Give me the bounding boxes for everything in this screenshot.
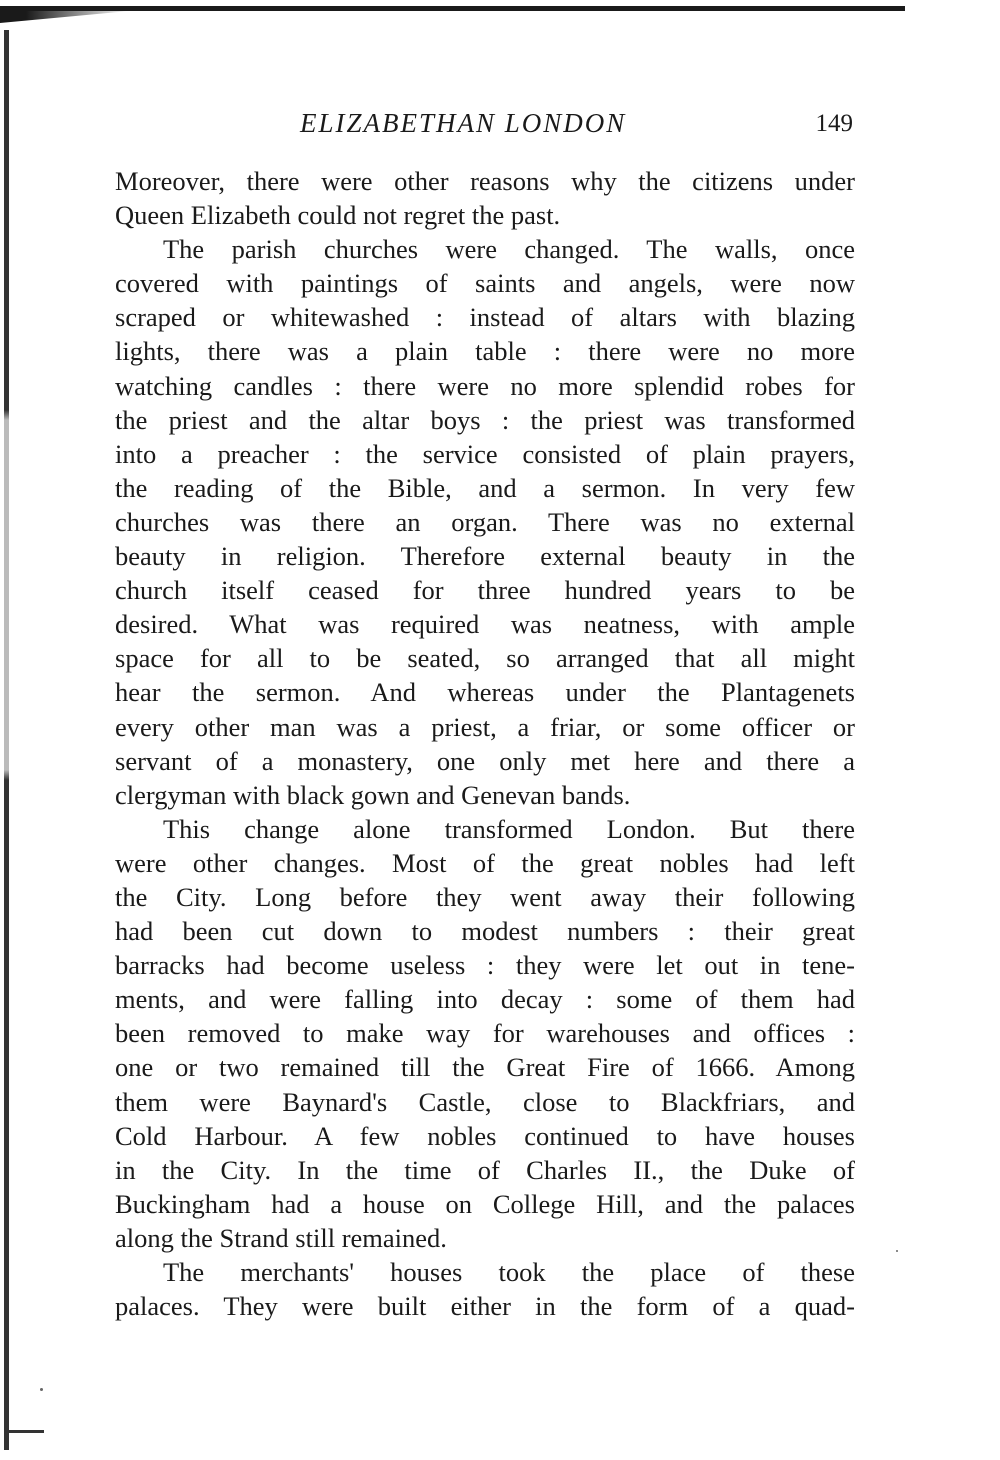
text-line: Cold Harbour. A few nobles continued to have houses — [115, 1120, 855, 1151]
top-border-taper — [0, 11, 130, 23]
text-line: every other man was a priest, a friar, or some officer or — [115, 711, 855, 742]
text-line: scraped or whitewashed : instead of altars with blazing — [115, 302, 855, 333]
text-line: This change alone transformed London. But there — [163, 813, 855, 844]
text-line: been removed to make way for warehouses and offices : — [115, 1018, 855, 1049]
text-line: the reading of the Bible, and a sermon. In very few — [115, 472, 855, 503]
text-line: in the City. In the time of Charles II., the Duke of — [115, 1154, 855, 1185]
text-line: lights, there was a plain table : there were no more — [115, 336, 855, 367]
text-line: watching candles : there were no more splendid robes for — [115, 370, 855, 401]
body-text — [115, 164, 855, 1323]
left-page-edge — [4, 30, 9, 1450]
text-line: the priest and the altar boys : the priest was transformed — [115, 404, 855, 435]
paragraph — [115, 1255, 855, 1323]
paragraph — [115, 232, 855, 812]
text-line: hear the sermon. And whereas under the Plantagenets — [115, 677, 855, 708]
text-line: barracks had become useless : they were let out in tene- — [115, 950, 855, 981]
text-line: had been cut down to modest numbers : their great — [115, 916, 855, 947]
text-line: servant of a monastery, one only met here and there a — [115, 745, 855, 776]
text-line: were other changes. Most of the great nobles had left — [115, 847, 855, 878]
text-line: desired. What was required was neatness, with ample — [115, 609, 855, 640]
text-line: covered with paintings of saints and angels, were now — [115, 268, 855, 299]
text-line: them were Baynard's Castle, close to Blackfriars, and — [115, 1086, 855, 1117]
print-speck — [896, 1250, 898, 1252]
paragraph — [115, 812, 855, 1255]
text-line: Moreover, there were other reasons why the citizens under — [115, 166, 855, 196]
running-head: ELIZABETHAN LONDON — [300, 108, 627, 138]
text-line: along the Strand still remained. — [115, 1222, 447, 1253]
text-line: ments, and were falling into decay : some of them had — [115, 984, 855, 1015]
text-line: palaces. They were built either in the form of a quad- — [115, 1291, 855, 1322]
text-line: churches was there an organ. There was no external — [115, 506, 855, 537]
text-line: Buckingham had a house on College Hill, and the palaces — [115, 1188, 855, 1219]
page-number: 149 — [815, 110, 853, 137]
text-line: church itself ceased for three hundred years to be — [115, 575, 855, 606]
text-line: beauty in religion. Therefore external beauty in the — [115, 541, 855, 572]
text-line: The parish churches were changed. The walls, once — [163, 234, 855, 265]
text-line: into a preacher : the service consisted of plain prayers, — [115, 438, 855, 469]
paragraph — [115, 164, 855, 232]
text-line: Queen Elizabeth could not regret the past. — [115, 200, 561, 231]
top-border-rule — [0, 6, 905, 11]
text-line: The merchants' houses took the place of these — [163, 1257, 855, 1287]
left-page-edge-foot — [4, 1430, 44, 1433]
page-header — [115, 108, 855, 144]
text-line: one or two remained till the Great Fire of 1666. Among — [115, 1052, 855, 1083]
text-line: the City. Long before they went away their following — [115, 881, 855, 912]
text-line: clergyman with black gown and Genevan bands. — [115, 779, 631, 810]
print-speck — [40, 1388, 43, 1391]
text-line: space for all to be seated, so arranged that all might — [115, 643, 855, 674]
